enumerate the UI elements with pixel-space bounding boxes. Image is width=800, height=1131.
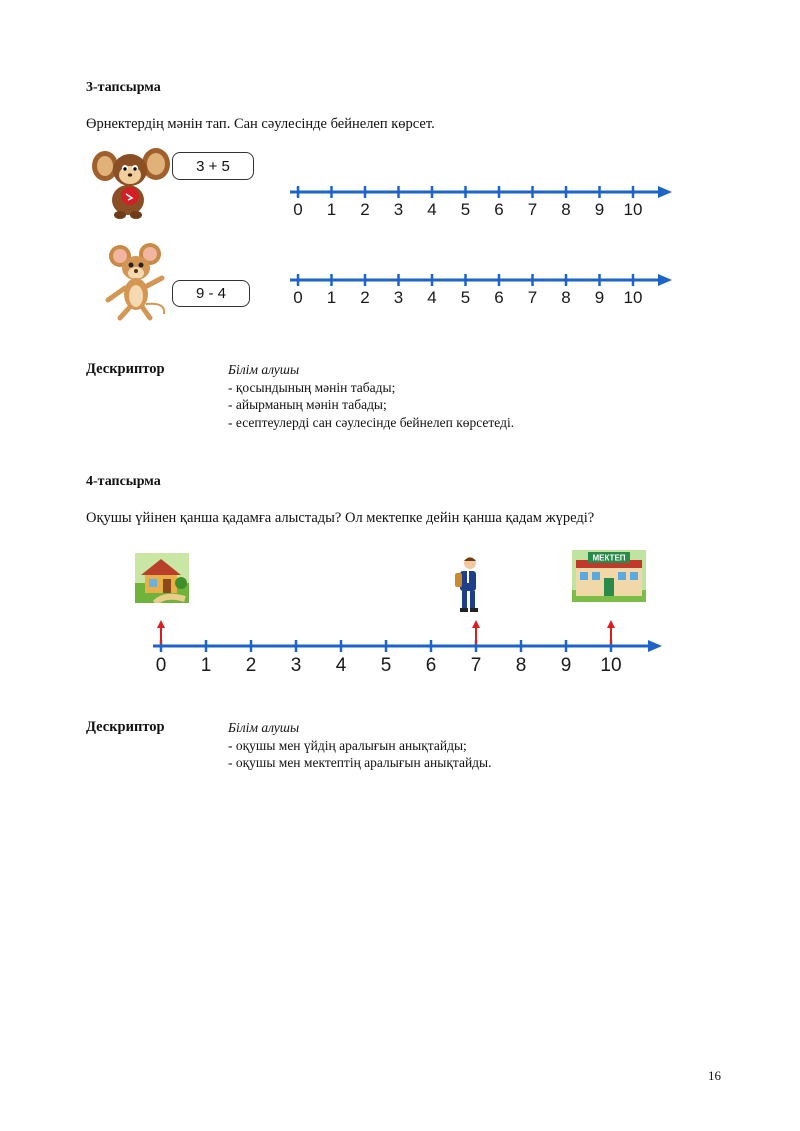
page-number: 16 bbox=[708, 1068, 721, 1083]
descriptor-item: - қосындының мәнін табады; bbox=[228, 379, 396, 395]
expression-box-sum: 3 + 5 bbox=[172, 152, 254, 180]
tick-label: 4 bbox=[335, 655, 347, 676]
number-line-2 bbox=[282, 268, 677, 313]
descriptor-item: - есептеулерді сан сәулесінде бейнелеп көрсетеді. bbox=[228, 414, 515, 430]
task4-heading: 4-тапсырма bbox=[86, 474, 161, 489]
tick-label: 9 bbox=[594, 200, 605, 219]
arrow-head-icon bbox=[648, 640, 662, 652]
descriptor-label-2: Дескриптор bbox=[86, 719, 165, 735]
descriptor-label-1: Дескриптор bbox=[86, 361, 165, 377]
expression-box-difference: 9 - 4 bbox=[172, 280, 250, 307]
house-image bbox=[135, 553, 189, 603]
arrow-head-icon bbox=[658, 274, 672, 286]
tick-label: 0 bbox=[293, 200, 303, 219]
task3-heading: 3-тапсырма bbox=[86, 80, 161, 95]
tick-label: 5 bbox=[380, 655, 392, 676]
student-image bbox=[452, 555, 486, 613]
tick-label: 6 bbox=[425, 655, 437, 676]
descriptor-lead: Білім алушы bbox=[228, 362, 300, 377]
descriptor-list-2 bbox=[228, 719, 492, 772]
tick-label: 3 bbox=[290, 655, 302, 676]
number-line-3 bbox=[148, 615, 668, 677]
tick-label: 9 bbox=[594, 288, 605, 307]
tick-label: 5 bbox=[460, 288, 471, 307]
tick-label: 7 bbox=[470, 655, 482, 676]
school-sign-text: МЕКТЕП bbox=[592, 553, 626, 563]
tick-label: 2 bbox=[360, 200, 370, 219]
descriptor-item: - оқушы мен мектептің аралығын анықтайды. bbox=[228, 755, 492, 770]
tick-label: 4 bbox=[427, 288, 437, 307]
tick-label: 9 bbox=[560, 655, 572, 676]
task4-question: Оқушы үйінен қанша қадамға алыстады? Ол мектепке дейін қанша қадам жүреді? bbox=[86, 510, 595, 526]
tick-label: 10 bbox=[623, 288, 643, 307]
tick-label: 8 bbox=[561, 288, 571, 307]
task3-instruction: Өрнектердің мәнін тап. Сан сәулесінде бейнелеп көрсет. bbox=[86, 116, 435, 132]
tick-label: 3 bbox=[393, 200, 404, 219]
tick-label: 6 bbox=[494, 200, 504, 219]
tick-label: 6 bbox=[494, 288, 504, 307]
tick-label: 7 bbox=[527, 288, 538, 307]
tick-label: 2 bbox=[360, 288, 370, 307]
tick-label: 2 bbox=[245, 655, 257, 676]
tick-label: 3 bbox=[393, 288, 404, 307]
descriptor-list-1 bbox=[228, 361, 514, 431]
school-image bbox=[572, 550, 646, 602]
tick-label: 4 bbox=[427, 200, 437, 219]
descriptor-item: - айырманың мәнін табады; bbox=[228, 397, 387, 412]
marker-arrow-head-icon bbox=[157, 620, 165, 628]
tick-label: 5 bbox=[460, 200, 471, 219]
tick-label: 1 bbox=[200, 655, 212, 676]
tick-label: 1 bbox=[326, 200, 337, 219]
tick-label: 8 bbox=[515, 655, 527, 676]
tick-label: 10 bbox=[623, 200, 643, 219]
tick-label: 7 bbox=[527, 200, 538, 219]
tick-label: 0 bbox=[293, 288, 303, 307]
tick-label: 0 bbox=[155, 655, 167, 676]
descriptor-item: - оқушы мен үйдің аралығын анықтайды; bbox=[228, 737, 467, 753]
tick-label: 1 bbox=[326, 288, 337, 307]
descriptor-lead: Білім алушы bbox=[228, 720, 300, 735]
tick-label: 10 bbox=[600, 655, 622, 676]
arrow-head-icon bbox=[658, 186, 672, 198]
marker-arrow-head-icon bbox=[607, 620, 615, 628]
tick-label: 8 bbox=[561, 200, 571, 219]
number-line-1 bbox=[282, 180, 677, 225]
cheburashka-image bbox=[92, 144, 172, 220]
mouse-image bbox=[100, 240, 172, 322]
marker-arrow-head-icon bbox=[472, 620, 480, 628]
